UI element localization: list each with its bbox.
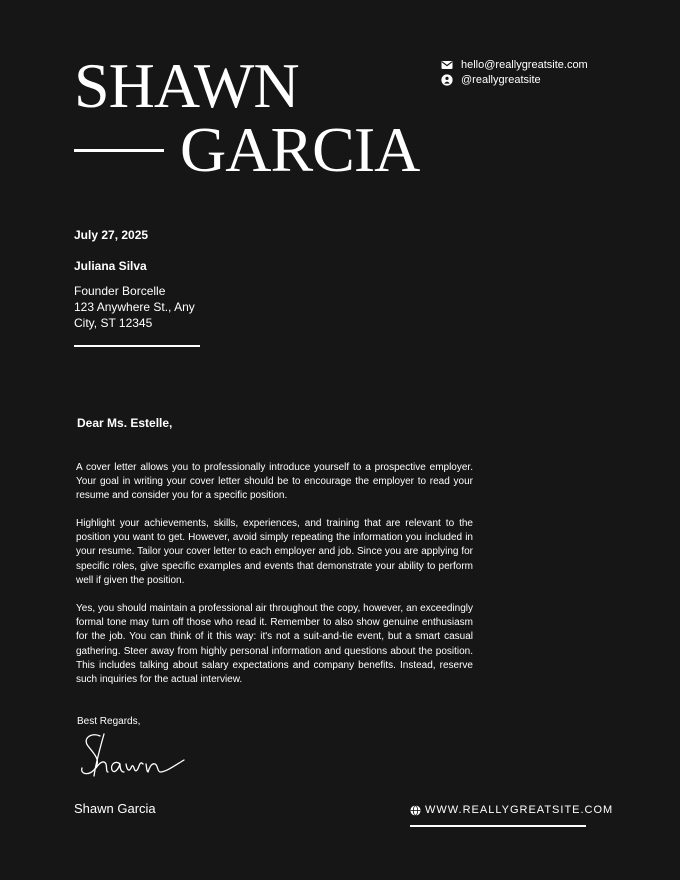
contact-social[interactable] (441, 72, 541, 88)
name-divider (74, 149, 164, 152)
last-name-heading: GARCIA (180, 114, 420, 185)
body-paragraph-2: Highlight your achievements, skills, experiences, and training that are relevant to the position you want to get. However, avoid simply repeating the information you included in your resume. Tailor your cover letter to each employer and job. Since you are applying for specific roles, give specific examples and events that demonstrate your ability to perform well if given the position. (76, 518, 473, 586)
letter-date: July 27, 2025 (74, 228, 149, 242)
body-paragraph-3: Yes, you should maintain a professional air throughout the copy, however, an exceedingly formal tone may turn off those who read it. Remember to also show genuine enthusiasm for the job. You can think of it this way: it's not a suit-and-tie event, but a smart casual gathering. Steer away from highly personal information and questions about the position. This includes talking about salary expectations and company benefits. Instead, reserve such inquiries for the actual interview. (76, 603, 473, 686)
user-icon (441, 74, 453, 86)
salutation: Dear Ms. Estelle, (77, 416, 173, 430)
first-name-heading: SHAWN (74, 50, 299, 121)
recipient-address-line-2: City, ST 12345 (74, 316, 153, 330)
recipient-title: Founder Borcelle (74, 284, 166, 298)
globe-icon (410, 805, 421, 816)
envelope-icon (441, 60, 453, 70)
recipient-address-line-1: 123 Anywhere St., Any (74, 300, 195, 314)
website-text: WWW.REALLYGREATSITE.COM (425, 804, 614, 816)
sender-name: Shawn Garcia (74, 801, 156, 816)
email-text: hello@reallygreatsite.com (461, 59, 588, 71)
contact-email[interactable] (441, 57, 588, 73)
recipient-divider (74, 345, 200, 347)
handwritten-signature (74, 728, 214, 784)
body-paragraph-1: A cover letter allows you to professionally introduce yourself to a prospective employer. Your goal in writing your cover letter should be to encourage the employer to read your resume and consider you for a specific position. (76, 462, 473, 502)
website-link[interactable] (410, 803, 613, 817)
social-handle-text: @reallygreatsite (461, 74, 541, 86)
website-underline (410, 825, 586, 827)
closing-phrase: Best Regards, (77, 716, 141, 727)
recipient-name: Juliana Silva (74, 259, 147, 273)
